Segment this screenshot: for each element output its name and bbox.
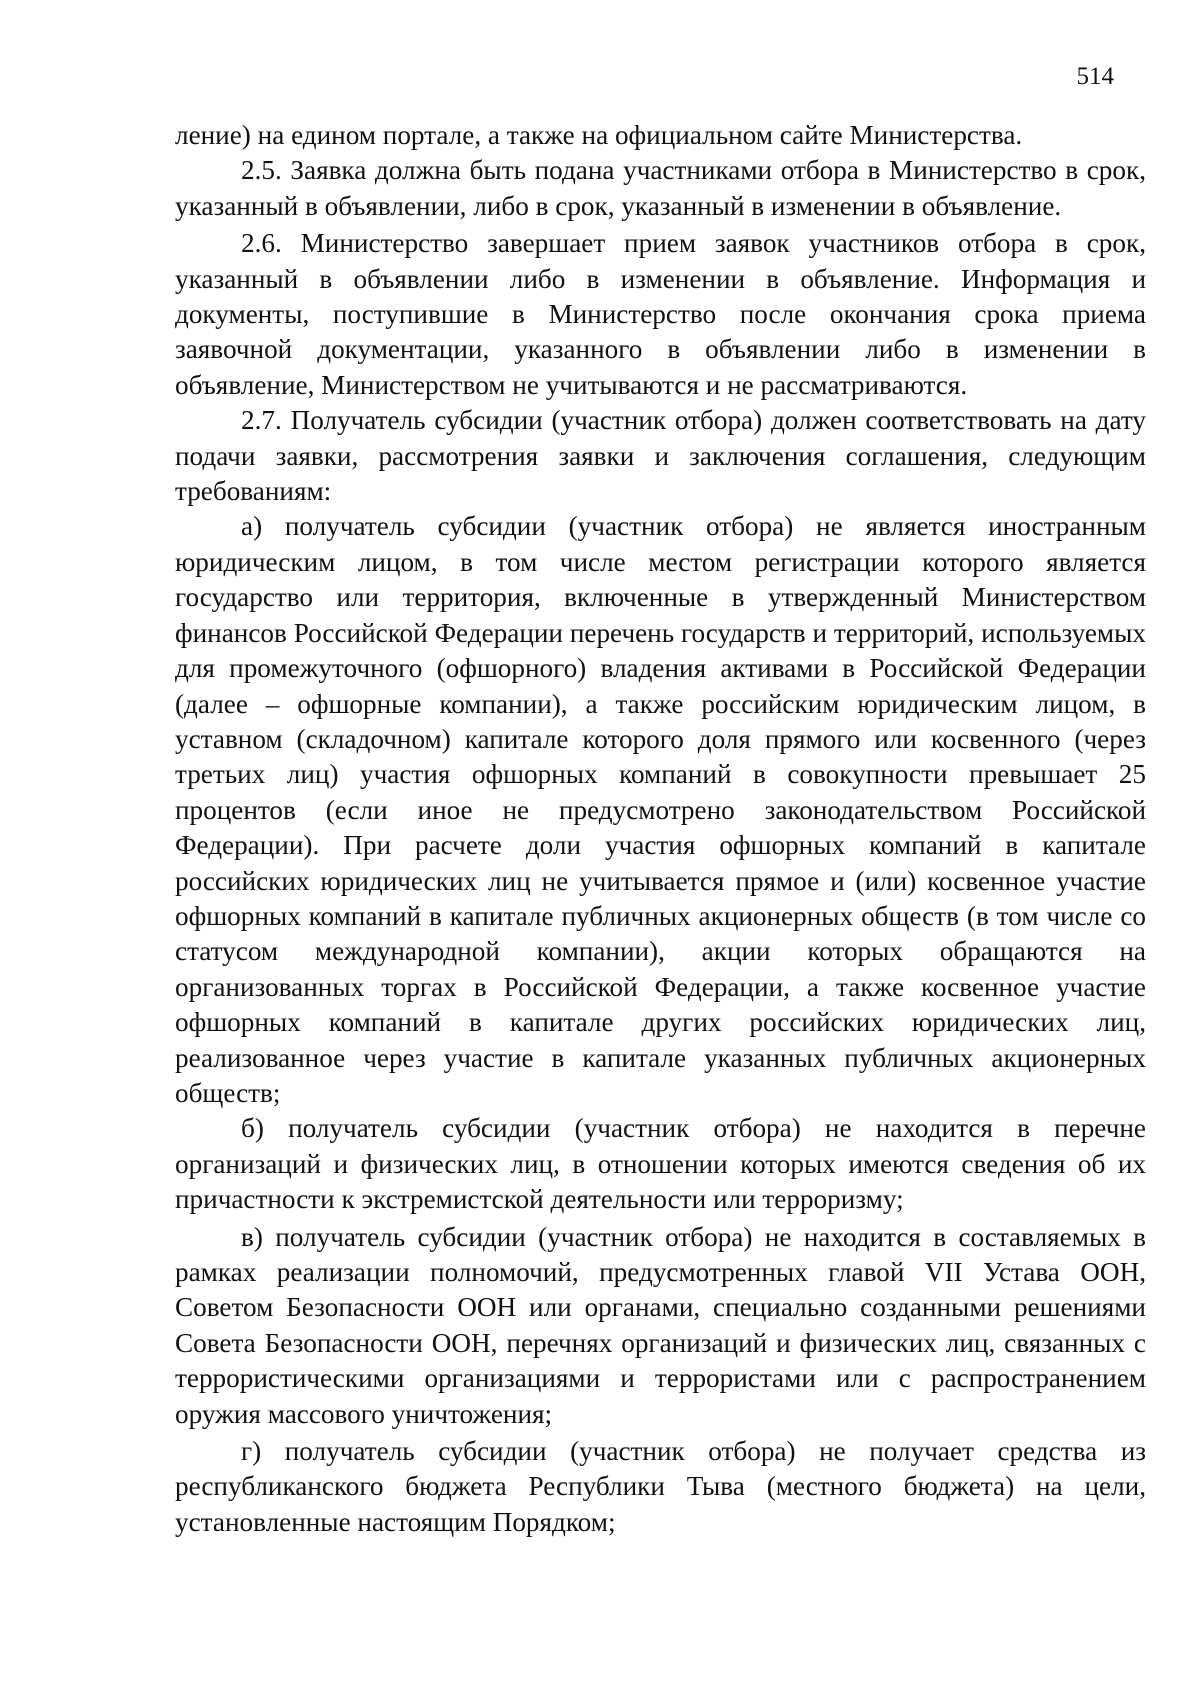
paragraph-continuation: ление) на едином портале, а также на официальном сайте Министерства. [175, 120, 1023, 150]
paragraph-item-g: г) получатель субсидии (участник отбора) не получает средства из республиканского бюджета Республики Тыва (местного бюджета) на цели, установленные настоящим Порядком; [175, 1436, 1146, 1537]
paragraph-2-7: 2.7. Получатель субсидии (участник отбора) должен соответствовать на дату подачи заявки, рассмотрения заявки и заключения соглашения, следующим требованиям: [175, 405, 1146, 507]
paragraph-item-a: а) получатель субсидии (участник отбора) не является иностранным юридическим лицом, в том числе местом регистрации которого является государство или территория, включенные в утвержденный Министерством финансов Российской Федерации перечень государств и территорий, используемых для промежуточного (офшорного) владения активами в Российской Федерации (далее – офшорные компании), а также российским юридическим лицом, в уставном (складочном) капитале которого доля прямого или косвенного (через третьих лиц) участия офшорных компаний в совокупности превышает 25 процентов (если иное не предусмотрено законодательством Российской Федерации). При расчете доли участия офшорных компаний в капитале российских юридических лиц не учитывается прямое и (или) косвенное участие офшорных компаний в капитале публичных акционерных обществ (в том числе со статусом международной компании), акции которых обращаются на организованных торгах в Российской Федерации, а также косвенное участие офшорных компаний в капитале других российских юридических лиц, реализованное через участие в капитале указанных публичных акционерных обществ; [175, 511, 1146, 1108]
paragraph-item-v: в) получатель субсидии (участник отбора) не находится в составляемых в рамках реализации полномочий, предусмотренных главой VII Устава ООН, Советом Безопасности ООН или органами, специально созданными решениями Совета Безопасности ООН, перечнях организаций и физических лиц, связанных с террористическими организациями и террористами или с распространением оружия массового уничтожения; [175, 1221, 1146, 1429]
paragraph-2-5: 2.5. Заявка должна быть подана участниками отбора в Министерство в срок, указанный в объявлении, либо в срок, указанный в изменении в объявление. [175, 155, 1146, 221]
document-body [175, 118, 1146, 1540]
paragraph-item-b: б) получатель субсидии (участник отбора) не находится в перечне организаций и физических лиц, в отношении которых имеются сведения об их причастности к экстремистской деятельности или терроризму; [175, 1113, 1146, 1215]
paragraph-2-6: 2.6. Министерство завершает прием заявок участников отбора в срок, указанный в объявлении либо в изменении в объявление. Информация и документы, поступившие в Министерство после окончания срока приема заявочной документации, указанного в объявлении либо в изменении в объявление, Министерством не учитываются и не рассматриваются. [175, 228, 1146, 400]
page-number: 514 [1076, 63, 1114, 90]
